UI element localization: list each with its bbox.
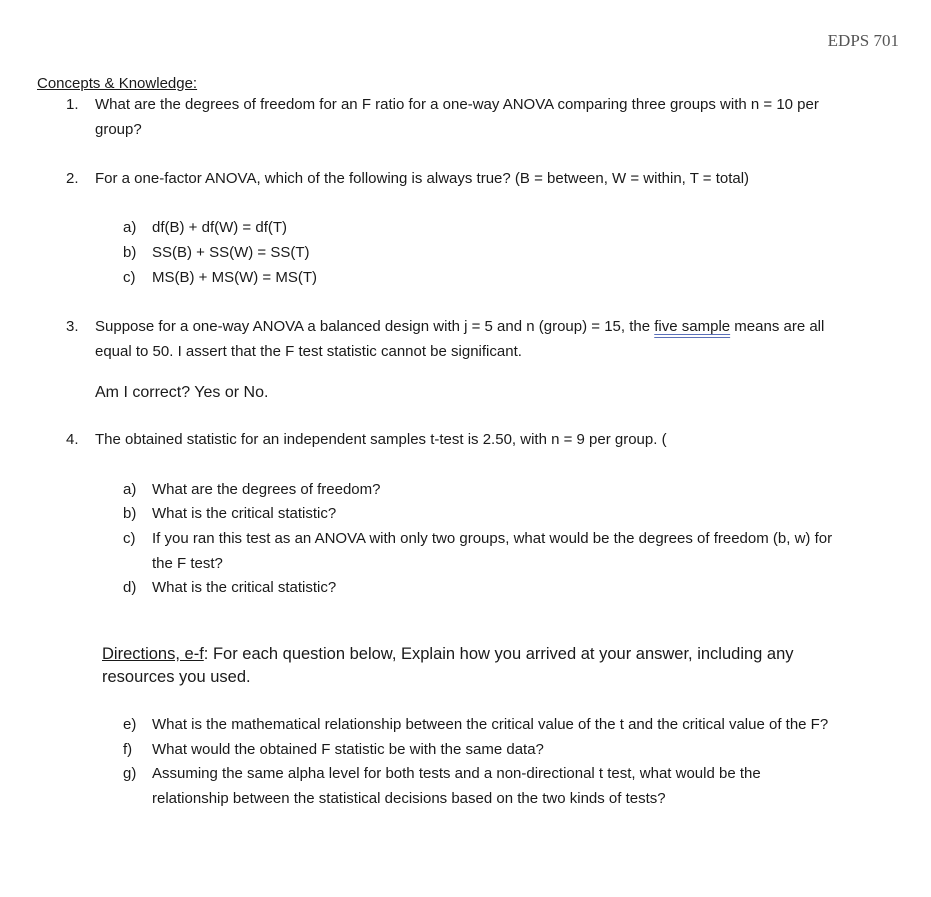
q-g-letter: g) [123,765,137,782]
q3-grammar-flag[interactable]: five sample [654,318,731,335]
q-g-text-line1: Assuming the same alpha level for both tests and a non-directional t test, what would be the [152,765,761,782]
q3-number: 3. [66,318,79,335]
q4-text: The obtained statistic for an independent samples t-test is 2.50, with n = 9 per group. ( [95,431,667,448]
q4-option-c-line2: the F test? [152,555,223,572]
q4-option-d-letter: d) [123,579,137,596]
q3-text-post: means are all [730,318,825,335]
q4-option-a: What are the degrees of freedom? [152,481,381,498]
q3-followup: Am I correct? Yes or No. [95,384,269,401]
directions-label: Directions, e-f [102,645,204,663]
q1-text-line1: What are the degrees of freedom for an F ratio for a one-way ANOVA comparing three groups with n = 10 per [95,96,819,113]
q4-option-b-letter: b) [123,505,137,522]
q2-option-b-letter: b) [123,244,137,261]
directions-line1 [102,645,794,664]
q-f-letter: f) [123,741,133,758]
q2-option-a-letter: a) [123,219,137,236]
q2-number: 2. [66,170,79,187]
q3-text-line2: equal to 50. I assert that the F test statistic cannot be significant. [95,343,522,360]
directions-line2: resources you used. [102,668,251,686]
q4-option-c-line1: If you ran this test as an ANOVA with only two groups, what would be the degrees of freedom (b, w) for [152,530,833,547]
q3-text-line1 [95,318,824,335]
q1-text-line2: group? [95,121,142,138]
q1-number: 1. [66,96,79,113]
directions-text: : For each question below, Explain how you arrived at your answer, including any [203,645,794,663]
q2-option-c-letter: c) [123,269,136,286]
q-f-text: What would the obtained F statistic be with the same data? [152,741,544,758]
q4-option-b: What is the critical statistic? [152,505,337,522]
q2-option-c: MS(B) + MS(W) = MS(T) [152,269,317,286]
q-e-text: What is the mathematical relationship between the critical value of the t and the critical value of the F? [152,716,829,733]
q4-option-c-letter: c) [123,530,136,547]
q3-text-pre: Suppose for a one-way ANOVA a balanced design with j = 5 and n (group) = 15, the [95,318,655,335]
q2-option-a: df(B) + df(W) = df(T) [152,219,288,236]
q4-option-d: What is the critical statistic? [152,579,337,596]
q4-option-a-letter: a) [123,481,137,498]
q-e-letter: e) [123,716,137,733]
q-g-text-line2: relationship between the statistical decisions based on the two kinds of tests? [152,790,666,807]
document-header: EDPS 701 [827,31,899,50]
q2-text: For a one-factor ANOVA, which of the following is always true? (B = between, W = within, T = total) [95,170,750,187]
q2-option-b: SS(B) + SS(W) = SS(T) [152,244,310,261]
section-title: Concepts & Knowledge: [37,75,198,92]
q4-number: 4. [66,431,79,448]
